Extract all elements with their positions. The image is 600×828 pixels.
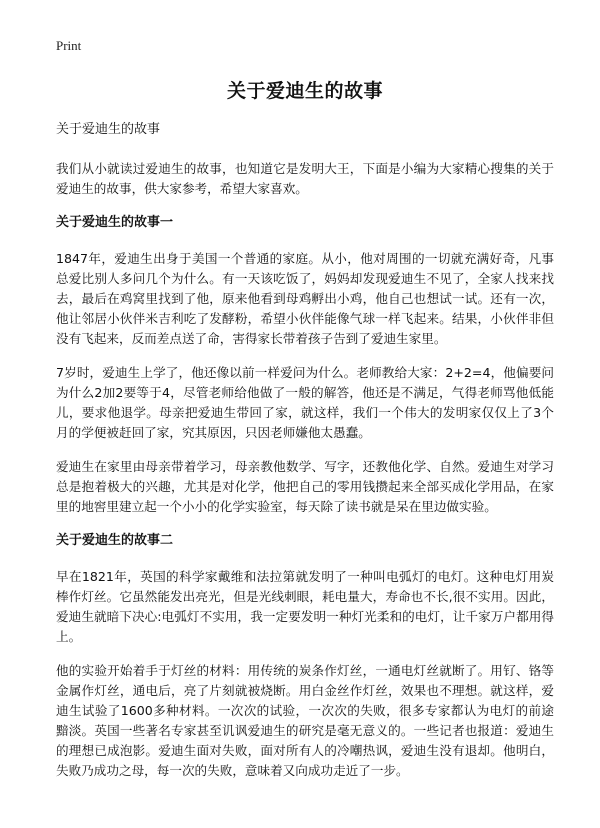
document-title: 关于爱迪生的故事 [226, 80, 383, 102]
document-subtitle: 关于爱迪生的故事 [56, 122, 161, 137]
section-heading-1: 关于爱迪生的故事一 [56, 215, 174, 230]
section-2-paragraph-1: 早在1821年，英国的科学家戴维和法拉第就发明了一种叫电弧灯的电灯。这种电灯用炭棒作灯丝。它虽然能发出亮光，但是光线刺眼，耗电量大，寿命也不长,很不实用。因此，爱迪生就暗下决心:电弧灯不实用，我一定要发明一种灯光柔和的电灯，让千家万户都用得上。 [56, 569, 554, 644]
section-2-paragraph-2: 他的实验开始着手于灯丝的材料：用传统的炭条作灯丝，一通电灯丝就断了。用钌、铬等金属作灯丝，通电后，亮了片刻就被烧断。用白金丝作灯丝，效果也不理想。就这样，爱迪生试验了1600多种材料。一次次的试验，一次次的失败，很多专家都认为电灯的前途黯淡。英国一些著名专家甚至讥讽爱迪生的研究是毫无意义的。一些记者也报道：爱迪生的理想已成泡影。爱迪生面对失败，面对所有人的冷嘲热讽，爱迪生没有退却。他明白，失败乃成功之母，每一次的失败，意味着又向成功走近了一步。 [56, 663, 554, 778]
print-link[interactable]: Print [56, 38, 82, 53]
section-1-paragraph-1: 1847年，爱迪生出身于美国一个普通的家庭。从小，他对周围的一切就充满好奇，凡事总爱比别人多问几个为什么。有一天该吃饭了，妈妈却发现爱迪生不见了，全家人找来找去，最后在鸡窝里找到了他，原来他看到母鸡孵出小鸡，他自己也想试一试。还有一次，他让邻居小伙伴米吉利吃了发酵粉，希望小伙伴能像气球一样飞起来。结果，小伙伴非但没有飞起来，反而差点送了命，害得家长带着孩子告到了爱迪生家里。 [56, 251, 554, 346]
intro-paragraph: 我们从小就读过爱迪生的故事，也知道它是发明大王，下面是小编为大家精心搜集的关于爱迪生的故事，供大家参考，希望大家喜欢。 [56, 161, 554, 196]
section-1-paragraph-2: 7岁时，爱迪生上学了，他还像以前一样爱问为什么。老师教给大家：2+2=4，他偏要问为什么2加2要等于4，尽管老师给他做了一般的解答，他还是不满足，气得老师骂他低能儿，要求他退学。母亲把爱迪生带回了家，就这样，我们一个伟大的发明家仅仅上了3个月的学便被赶回了家，究其原因，只因老师嫌他太愚蠢。 [56, 365, 554, 440]
section-heading-2: 关于爱迪生的故事二 [56, 533, 174, 548]
section-1-paragraph-3: 爱迪生在家里由母亲带着学习，母亲教他数学、写字，还教他化学、自然。爱迪生对学习总是抱着极大的兴趣，尤其是对化学，他把自己的零用钱攒起来全部买成化学用品，在家里的地窖里建立起一个小小的化学实验室，每天除了读书就是呆在里边做实验。 [56, 459, 554, 514]
